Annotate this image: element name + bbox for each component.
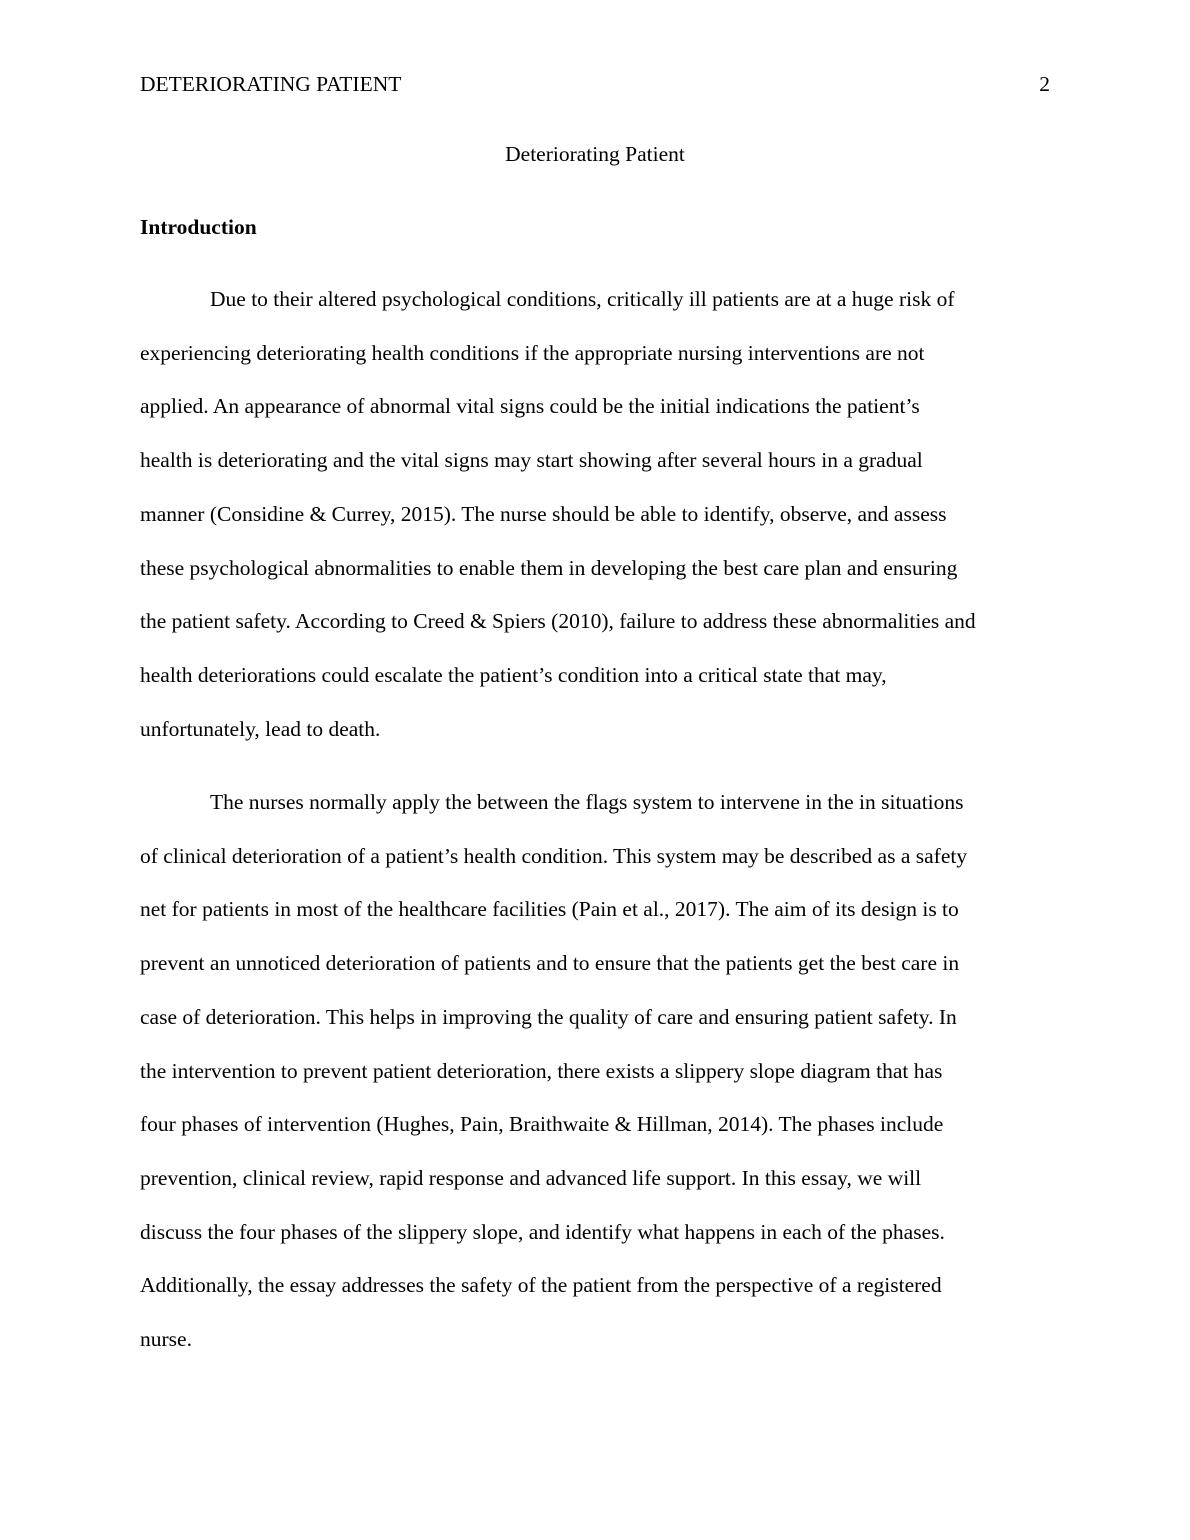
- paragraph-line: the patient safety. According to Creed & Spiers (2010), failure to address these abnormalities and: [140, 609, 976, 634]
- paragraph-line: Additionally, the essay addresses the safety of the patient from the perspective of a registered: [140, 1273, 942, 1298]
- paragraph-line: manner (Considine & Currey, 2015). The nurse should be able to identify, observe, and assess: [140, 501, 947, 526]
- paragraph-line: health is deteriorating and the vital signs may start showing after several hours in a gradual: [140, 448, 923, 473]
- running-head: DETERIORATING PATIENT: [140, 72, 402, 96]
- paragraph-line: four phases of intervention (Hughes, Pain, Braithwaite & Hillman, 2014). The phases include: [140, 1112, 944, 1137]
- paragraph-line: prevent an unnoticed deterioration of patients and to ensure that the patients get the best care in: [140, 951, 960, 976]
- paragraph-line: the intervention to prevent patient deterioration, there exists a slippery slope diagram that has: [140, 1058, 943, 1083]
- paragraph-line: these psychological abnormalities to enable them in developing the best care plan and ensuring: [140, 555, 958, 580]
- paragraph-line: health deteriorations could escalate the patient’s condition into a critical state that may,: [140, 662, 887, 687]
- paragraph-line: prevention, clinical review, rapid response and advanced life support. In this essay, we will: [140, 1165, 922, 1190]
- section-heading: Introduction: [140, 215, 257, 239]
- page-number: 2: [1039, 72, 1050, 96]
- paragraph-line: of clinical deterioration of a patient’s health condition. This system may be described as a safety: [140, 843, 968, 868]
- paragraph-line: experiencing deteriorating health conditions if the appropriate nursing interventions are not: [140, 340, 925, 365]
- paragraph-line: case of deterioration. This helps in improving the quality of care and ensuring patient safety. In: [140, 1004, 957, 1029]
- document-title: Deteriorating Patient: [505, 142, 685, 166]
- paragraph-2: [140, 776, 1050, 1367]
- paragraph-line: unfortunately, lead to death.: [140, 716, 381, 741]
- paragraph-line: applied. An appearance of abnormal vital signs could be the initial indications the patient’s: [140, 394, 920, 419]
- paragraph-line: The nurses normally apply the between the flags system to intervene in the in situations: [210, 790, 964, 814]
- paragraph-line: Due to their altered psychological conditions, critically ill patients are at a huge risk of: [210, 287, 955, 311]
- paragraph-line: net for patients in most of the healthcare facilities (Pain et al., 2017). The aim of its design is to: [140, 897, 959, 922]
- paragraph-1: [140, 273, 1050, 756]
- paragraph-line: nurse.: [140, 1327, 192, 1352]
- paragraph-line: discuss the four phases of the slippery slope, and identify what happens in each of the phases.: [140, 1219, 945, 1244]
